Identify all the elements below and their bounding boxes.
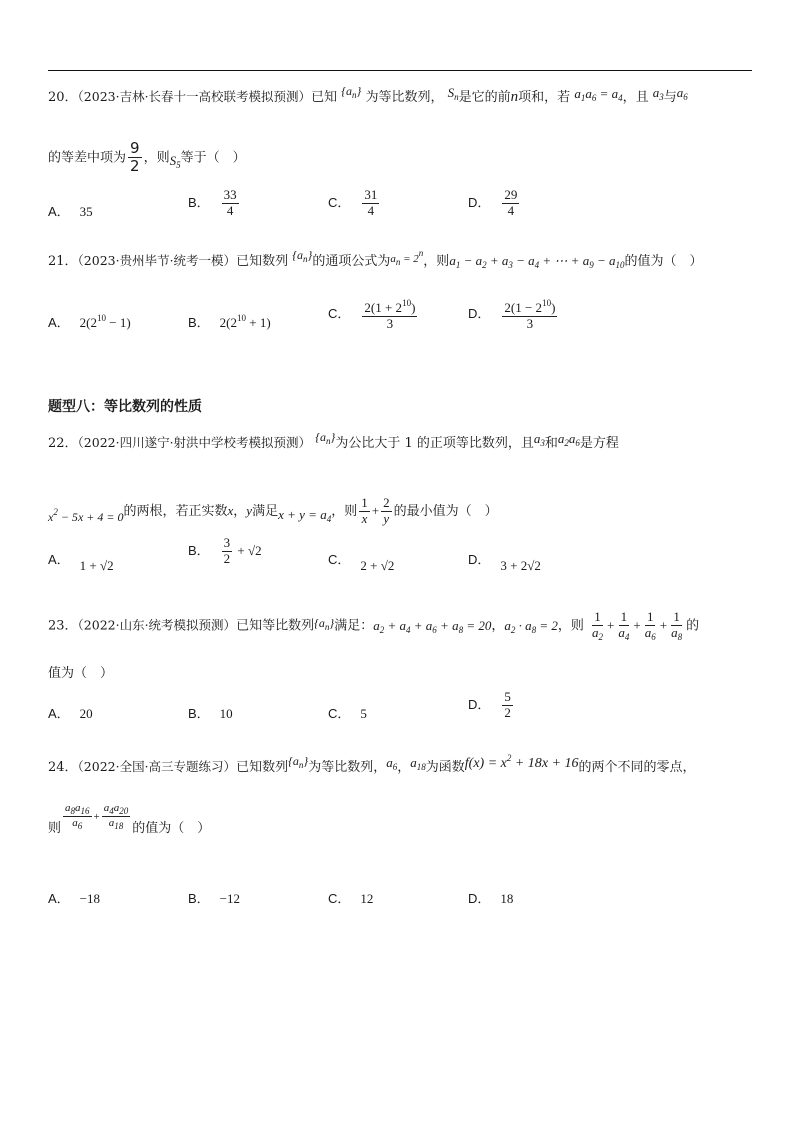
text: 满足： (334, 618, 374, 634)
text: 的最小值为（ ） (393, 503, 498, 519)
option-label: D． (468, 696, 491, 712)
math-frac: $\frac{1}{a_2}$ (592, 609, 604, 642)
option-value: 18 (500, 891, 514, 906)
option-label: A． (48, 891, 70, 906)
option-expr: 1 + √2 (79, 558, 114, 573)
option-fraction (502, 188, 519, 219)
math-a3: $a_3$ (533, 431, 545, 448)
text: 为公比大于 1 的正项等比数列，且 (335, 436, 534, 451)
option-d[interactable] (468, 298, 559, 332)
math-a3: $a_3$ (652, 85, 664, 102)
question-source: （2022·山东·统考模拟预测） (77, 617, 237, 633)
text: 为等比数列， (365, 90, 444, 105)
text: ，则 (143, 150, 170, 166)
math-sum-eq: $a_2 + a_4 + a_6 + a_8 = 20$ (373, 617, 492, 635)
option-d[interactable] (468, 188, 521, 219)
math-frac: $\frac{1}{a_8}$ (671, 609, 683, 642)
question-source: （2022·四川遂宁·射洪中学校考模拟预测） (77, 435, 312, 450)
question-24-line2 (48, 802, 211, 844)
math-frac-2y: $\frac{2}{y}$ (383, 495, 390, 526)
option-a[interactable] (48, 201, 93, 220)
text: 满足 (252, 503, 279, 519)
text: 的值为（ ） (132, 820, 211, 836)
math-set-an: $\{a_n\}$ (288, 754, 309, 770)
numerator: 31 (364, 187, 378, 202)
question-23-line1: 23．（2022·山东·统考模拟预测）已知等比数列$\{a_n\}$满足：$a_2 + a_4 + a_6 + a_8 = 20$，$a_2 \cdot a_8 = 2$，则 $\frac{1}{a_2}$ + $\frac{1}{a_4}$ + $\frac{1}{a_6}$ + $\frac{1}{a_8}$ 的 (48, 609, 700, 642)
option-b[interactable] (188, 312, 271, 331)
option-fraction (502, 690, 513, 721)
math-a6: $a_6$ (386, 755, 398, 772)
option-c[interactable] (328, 188, 381, 219)
text: ，则 (423, 254, 450, 269)
math-sn: $S_n$ (447, 85, 459, 102)
option-d[interactable] (468, 549, 541, 573)
text: ，且 (622, 90, 649, 105)
text: 的等差中项为 (48, 150, 127, 166)
option-a[interactable] (48, 888, 100, 907)
math-frac-9-2: $\frac{9}{2}$ (130, 139, 140, 176)
math-set-an: $\{a_n\}$ (292, 248, 313, 264)
math-set-an: $\{a_n\}$ (341, 84, 362, 100)
math-y: y (246, 502, 253, 518)
math-s5: $S_5$ (169, 153, 181, 171)
math-n: n (510, 89, 519, 105)
section-heading: 题型八：等比数列的性质 (48, 399, 202, 415)
denominator: 4 (226, 202, 234, 218)
option-a[interactable] (48, 549, 114, 573)
text: 是它的前 (458, 90, 511, 105)
denominator: 2 (504, 704, 511, 720)
text: 等于（ ） (180, 150, 246, 166)
question-number: 24． (48, 760, 78, 775)
text: 项和，若 (518, 90, 571, 105)
option-fraction: $\frac{3}{2}$ (223, 535, 231, 566)
option-label: B． (188, 315, 210, 330)
option-label: A． (48, 315, 70, 330)
option-label: A． (48, 204, 70, 219)
option-expr: $2(2^{10} - 1)$ (79, 313, 131, 330)
text: 已知数列 (236, 760, 289, 775)
option-c[interactable] (328, 298, 419, 332)
math-set-an: $\{a_n\}$ (314, 615, 335, 632)
text: 为函数 (425, 760, 465, 775)
question-source: （2022·全国·高三专题练习） (77, 759, 237, 774)
math-frac: $\frac{1}{a_4}$ (618, 609, 630, 642)
option-value: 10 (219, 706, 233, 721)
math-xy: x (227, 502, 234, 518)
text: 已知等比数列 (236, 618, 315, 634)
text: 的两根，若正实数 (123, 503, 228, 519)
math-a2a6: $a_2a_6$ (557, 431, 580, 448)
question-number: 20． (48, 90, 78, 105)
question-24-line1 (48, 753, 696, 776)
question-source: （2023·贵州毕节·统考一模） (77, 253, 237, 268)
question-source: （2023·吉林·长春十一高校联考模拟预测） (77, 89, 312, 104)
text: ， (397, 760, 411, 775)
option-expr: $2(2^{10} + 1)$ (219, 313, 271, 330)
text: ，则 (557, 618, 584, 634)
option-fraction (362, 188, 379, 219)
top-rule (48, 70, 752, 71)
question-20-line1 (48, 86, 688, 106)
option-label: D． (468, 306, 491, 322)
text: 的通项公式为 (312, 254, 391, 269)
question-20-line2 (48, 140, 246, 176)
option-a[interactable] (48, 312, 131, 331)
text: ， (491, 618, 505, 634)
option-label: A． (48, 706, 70, 721)
option-label: C． (328, 891, 351, 906)
math-frac: $\frac{1}{a_6}$ (644, 609, 656, 642)
text: 的 (686, 618, 700, 634)
option-label: D． (468, 194, 491, 210)
option-expr: 2 + √2 (360, 558, 395, 573)
option-value: −12 (219, 891, 241, 906)
math-eq: $a_1a_6 = a_4$ (574, 86, 623, 103)
option-value: −18 (79, 891, 101, 906)
option-label: C． (328, 306, 351, 322)
option-fraction: $\frac{2(1 - 2^{10})}{3}$ (504, 298, 556, 331)
math-alt-sum: $a_1 - a_2 + a_3 - a_4$ + ⋯ + $a_9 - a_{10}$ (449, 253, 625, 270)
option-b[interactable] (188, 703, 233, 722)
option-label: C． (328, 706, 351, 721)
option-b[interactable] (188, 536, 262, 567)
text: 与 (663, 90, 677, 105)
text: 已知 (311, 90, 338, 105)
option-label: B． (188, 891, 210, 906)
option-value: 35 (79, 204, 93, 219)
math-prod-eq: $a_2 \cdot a_8 = 2$ (504, 617, 558, 635)
option-label: D． (468, 891, 491, 906)
math-expr: $\frac{a_8a_{16}}{a_6}$ + $\frac{a_4a_{20}}{a_{18}}$ (65, 802, 129, 832)
math-constraint: $x + y = a_4$ (278, 506, 332, 524)
option-fraction (222, 188, 239, 219)
math-frac-1x: $\frac{1}{x}$ (361, 495, 368, 526)
question-23-line2: 值为（ ） (48, 666, 114, 681)
option-label: A． (48, 552, 70, 567)
question-number: 21． (48, 254, 78, 269)
question-number: 23． (48, 618, 78, 634)
math-a18: $a_{18}$ (410, 755, 426, 772)
question-22-line2: $x^2 - 5x + 4 = 0$的两根，若正实数x，y满足$x + y = a_4$，则 $\frac{1}{x}$ + $\frac{2}{y}$ 的最小值为（ ） (48, 495, 498, 526)
denominator: 4 (507, 202, 515, 218)
text: 的值为（ ） (624, 254, 703, 269)
text: ，则 (331, 503, 358, 519)
math-equation: $x^2 - 5x + 4 = 0$ (48, 506, 124, 524)
question-22-line1 (48, 432, 619, 452)
option-label: C． (328, 194, 351, 210)
option-label: B． (188, 194, 210, 210)
option-c[interactable] (328, 549, 395, 573)
option-b[interactable] (188, 188, 241, 219)
text: 的两个不同的零点， (578, 760, 696, 775)
text: 和 (544, 436, 558, 451)
option-label: B． (188, 706, 210, 721)
numerator: 29 (504, 187, 518, 202)
option-d[interactable] (468, 888, 513, 907)
numerator: 33 (223, 187, 237, 202)
math-set-an: $\{a_n\}$ (315, 430, 336, 446)
numerator: 5 (504, 689, 511, 704)
option-expr: 3 + 2√2 (500, 558, 541, 573)
option-expr: + √2 (234, 542, 262, 558)
option-label: C． (328, 552, 351, 567)
question-number: 22． (48, 436, 78, 451)
option-label: B． (188, 542, 210, 558)
option-fraction: $\frac{2(1 + 2^{10})}{3}$ (364, 298, 416, 331)
option-value: 20 (79, 706, 93, 721)
option-d[interactable] (468, 690, 515, 721)
option-c[interactable] (328, 703, 367, 722)
option-b[interactable] (188, 888, 240, 907)
option-c[interactable] (328, 888, 373, 907)
text: 为等比数列， (308, 760, 387, 775)
denominator: 4 (367, 202, 375, 218)
option-label: D． (468, 552, 491, 567)
text: 是方程 (579, 436, 619, 451)
question-21-line1 (48, 250, 703, 270)
math-function: $f(x) = x^2 + 18x + 16$ (464, 753, 579, 771)
text: 则 (48, 820, 62, 836)
option-value: 12 (360, 891, 374, 906)
option-value: 5 (360, 706, 367, 721)
option-a[interactable] (48, 703, 93, 722)
math-an-def: an = 2n (390, 248, 424, 267)
text: 已知数列 (236, 254, 289, 269)
math-a6: $a_6$ (676, 85, 688, 102)
